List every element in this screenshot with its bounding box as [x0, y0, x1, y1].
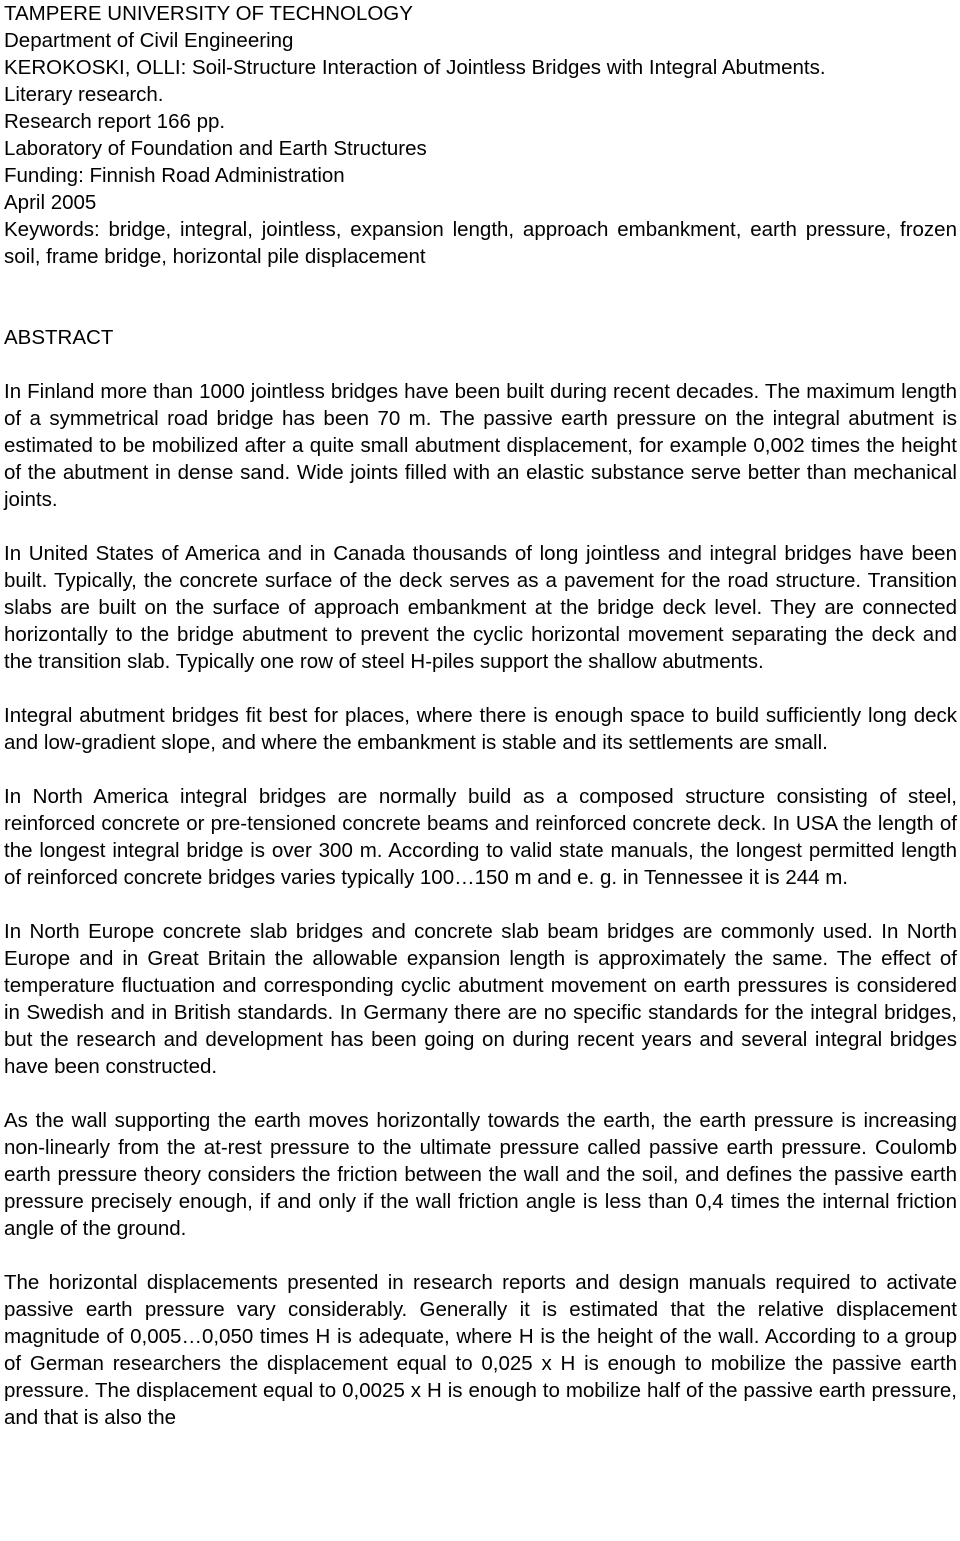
abstract-paragraph: In North Europe concrete slab bridges and concrete slab beam bridges are commonly used. In North Europe and in Great Britain the allowable expansion length is approximately the same. The effect of temperature fluctuation and corresponding cyclic abutment movement on earth pressures is considered in Swedish and in British standards. In Germany there are no specific standards for the integral bridges, but the research and development has been going on during recent years and several integral bridges have been constructed.: [4, 920, 957, 1078]
document-page: [4, 0, 957, 1431]
abstract-paragraph: In United States of America and in Canada thousands of long jointless and integral bridges have been built. Typically, the concrete surface of the deck serves as a pavement for the road structure. Transition slabs are built on the surface of approach embankment at the bridge deck level. They are connected horizontally to the bridge abutment to prevent the cyclic horizontal movement separating the deck and the transition slab. Typically one row of steel H-piles support the shallow abutments.: [4, 542, 957, 673]
abstract-paragraph: In North America integral bridges are normally build as a composed structure consisting of steel, reinforced concrete or pre-tensioned concrete beams and reinforced concrete deck. In USA the length of the longest integral bridge is over 300 m. According to valid state manuals, the longest permitted length of reinforced concrete bridges varies typically 100…150 m and e. g. in Tennessee it is 244 m.: [4, 785, 957, 889]
abstract-heading: ABSTRACT: [4, 326, 114, 349]
report-subtitle: Literary research.: [4, 83, 164, 106]
university-name: TAMPERE UNIVERSITY OF TECHNOLOGY: [4, 2, 413, 25]
funding-info: Funding: Finnish Road Administration: [4, 164, 345, 187]
keywords: Keywords: bridge, integral, jointless, expansion length, approach embankment, earth pressure, frozen soil, frame bridge, horizontal pile displacement: [4, 218, 957, 268]
report-date: April 2005: [4, 191, 97, 214]
report-pages: Research report 166 pp.: [4, 110, 226, 133]
department-name: Department of Civil Engineering: [4, 29, 294, 52]
abstract-paragraph: As the wall supporting the earth moves horizontally towards the earth, the earth pressure is increasing non-linearly from the at-rest pressure to the ultimate pressure called passive earth pressure. Coulomb earth pressure theory considers the friction between the wall and the soil, and defines the passive earth pressure precisely enough, if and only if the wall friction angle is less than 0,4 times the internal friction angle of the ground.: [4, 1109, 957, 1240]
report-title: KEROKOSKI, OLLI: Soil-Structure Interaction of Jointless Bridges with Integral Abutments.: [4, 56, 826, 79]
abstract-paragraph: In Finland more than 1000 jointless bridges have been built during recent decades. The maximum length of a symmetrical road bridge has been 70 m. The passive earth pressure on the integral abutment is estimated to be mobilized after a quite small abutment displacement, for example 0,002 times the height of the abutment in dense sand. Wide joints filled with an elastic substance serve better than mechanical joints.: [4, 380, 957, 511]
abstract-paragraph: The horizontal displacements presented in research reports and design manuals required to activate passive earth pressure vary considerably. Generally it is estimated that the relative displacement magnitude of 0,005…0,050 times H is adequate, where H is the height of the wall. According to a group of German researchers the displacement equal to 0,025 x H is enough to mobilize the passive earth pressure. The displacement equal to 0,0025 x H is enough to mobilize half of the passive earth pressure, and that is also the: [4, 1271, 957, 1429]
laboratory-name: Laboratory of Foundation and Earth Structures: [4, 137, 427, 160]
abstract-paragraph: Integral abutment bridges fit best for places, where there is enough space to build sufficiently long deck and low-gradient slope, and where the embankment is stable and its settlements are small.: [4, 704, 957, 754]
